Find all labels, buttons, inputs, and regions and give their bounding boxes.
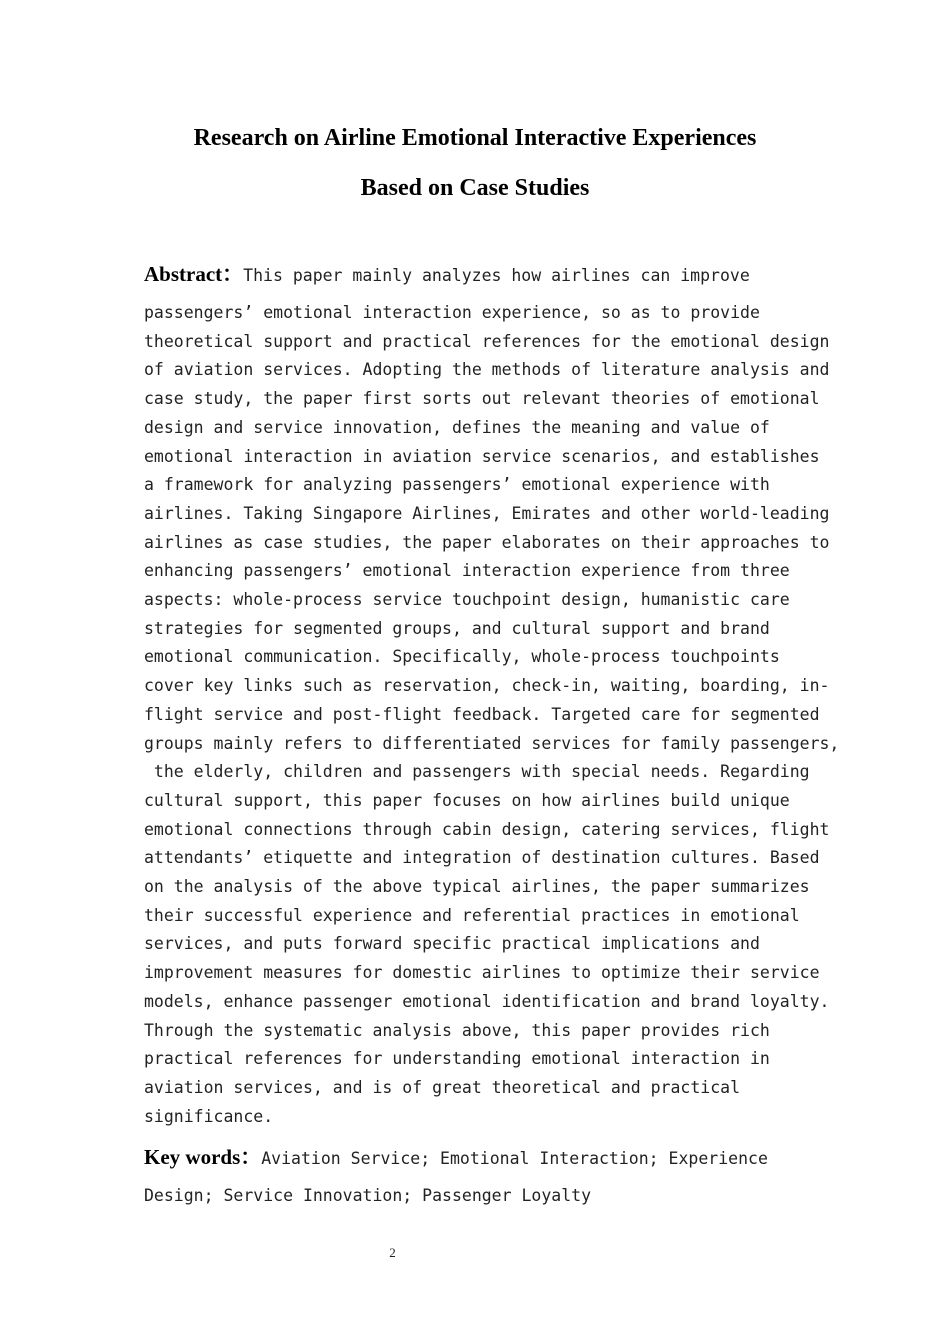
abstract-line: airlines as case studies, the paper elaborates on their approaches to — [144, 532, 830, 552]
abstract-line: improvement measures for domestic airlines to optimize their service — [144, 963, 820, 983]
keywords-label: Key words： — [144, 1145, 262, 1169]
abstract-line: flight service and post-flight feedback. Targeted care for segmented — [144, 704, 820, 724]
abstract-line: Through the systematic analysis above, this paper provides rich — [144, 1020, 770, 1040]
abstract-line: case study, the paper first sorts out relevant theories of emotional — [144, 389, 820, 409]
keywords-line-1: Aviation Service; Emotional Interaction; Experience — [261, 1149, 768, 1168]
abstract-line: cultural support, this paper focuses on how airlines build unique — [144, 790, 790, 810]
keywords-heading-line — [144, 1141, 768, 1171]
abstract-heading-line — [144, 258, 750, 288]
abstract-line: of aviation services. Adopting the methods of literature analysis and — [144, 360, 830, 380]
abstract-line: passengers’ emotional interaction experience, so as to provide — [144, 303, 760, 322]
abstract-line: attendants’ etiquette and integration of destination cultures. Based — [144, 848, 820, 868]
abstract-line: services, and puts forward specific practical implications and — [144, 934, 760, 954]
abstract-line: strategies for segmented groups, and cultural support and brand — [144, 618, 770, 638]
abstract-line: design and service innovation, defines the meaning and value of — [144, 417, 770, 437]
abstract-first-line: This paper mainly analyzes how airlines can improve — [243, 266, 750, 285]
abstract-line: aviation services, and is of great theoretical and practical — [144, 1077, 741, 1097]
abstract-line: on the analysis of the above typical airlines, the paper summarizes — [144, 877, 810, 897]
abstract-line: groups mainly refers to differentiated services for family passengers, — [144, 733, 840, 753]
abstract-line: practical references for understanding emotional interaction in — [144, 1049, 770, 1069]
abstract-line: models, enhance passenger emotional identification and brand loyalty. — [144, 991, 830, 1011]
abstract-line: a framework for analyzing passengers’ emotional experience with — [144, 475, 770, 495]
abstract-line: emotional interaction in aviation service scenarios, and establishes — [144, 446, 820, 466]
abstract-line: emotional connections through cabin design, catering services, flight — [144, 819, 830, 839]
abstract-line: emotional communication. Specifically, whole-process touchpoints — [144, 647, 780, 667]
abstract-line: theoretical support and practical references for the emotional design — [144, 331, 830, 351]
abstract-line: their successful experience and referential practices in emotional — [144, 905, 800, 925]
paper-title-line-2: Based on Case Studies — [360, 175, 590, 201]
keywords-line-2: Design; Service Innovation; Passenger Loyalty — [144, 1186, 592, 1205]
abstract-line: cover key links such as reservation, check-in, waiting, boarding, in- — [144, 676, 830, 696]
abstract-line: airlines. Taking Singapore Airlines, Emirates and other world-leading — [144, 503, 830, 523]
abstract-line: significance. — [144, 1106, 274, 1126]
abstract-label: Abstract： — [144, 262, 244, 286]
abstract-body — [144, 299, 839, 1131]
page-number: 2 — [389, 1245, 396, 1260]
abstract-line: aspects: whole-process service touchpoint design, humanistic care — [144, 590, 790, 610]
abstract-line: enhancing passengers’ emotional interaction experience from three — [144, 561, 790, 581]
abstract-line: the elderly, children and passengers with special needs. Regarding — [144, 762, 810, 782]
paper-title-line-1: Research on Airline Emotional Interactive Experiences — [193, 125, 757, 151]
